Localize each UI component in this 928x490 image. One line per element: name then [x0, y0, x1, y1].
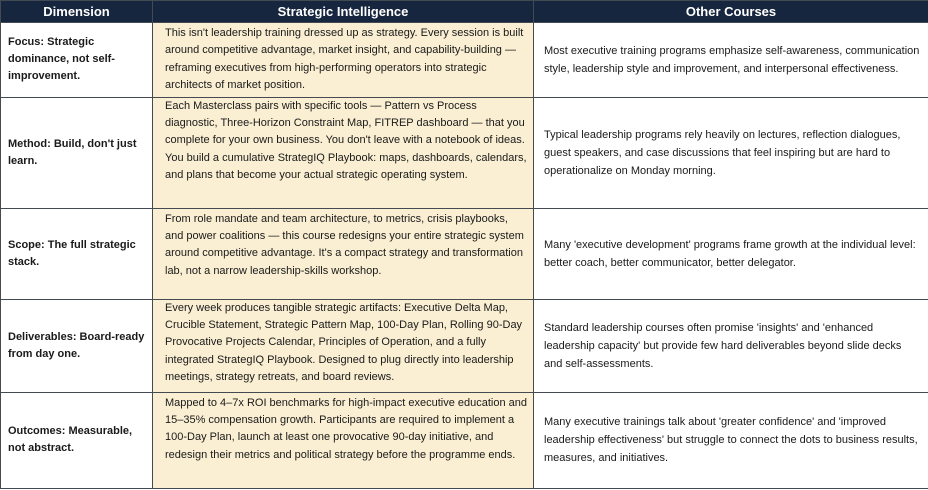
- other-courses-cell: Many executive trainings talk about 'greater confidence' and 'improved leadership effectiveness' but struggle to connect the dots to business results, measures, and initiatives.: [534, 392, 928, 488]
- strategic-intelligence-cell: Each Masterclass pairs with specific tools — Pattern vs Process diagnostic, Three-Horizon Constraint Map, FITREP dashboard — that you complete for your own business. You don't leave with a notebook of ideas. You build a cumulative StrategIQ Playbook: maps, dashboards, calendars, and plans that become your actual strategic operating system.: [153, 97, 534, 208]
- dimension-cell: Deliverables: Board-ready from day one.: [1, 299, 153, 392]
- dimension-cell: Outcomes: Measurable, not abstract.: [1, 392, 153, 488]
- table-row: [1, 299, 928, 392]
- table-row: [1, 392, 928, 488]
- header-dimension: Dimension: [1, 1, 153, 23]
- header-row: [1, 1, 928, 23]
- dimension-cell: Method: Build, don't just learn.: [1, 97, 153, 208]
- other-courses-cell: Many 'executive development' programs frame growth at the individual level: better coach, better communicator, better delegator.: [534, 208, 928, 299]
- header-strategic-intelligence: Strategic Intelligence: [153, 1, 534, 23]
- dimension-cell: Scope: The full strategic stack.: [1, 208, 153, 299]
- table-row: [1, 23, 928, 98]
- header-other-courses: Other Courses: [534, 1, 928, 23]
- other-courses-cell: Standard leadership courses often promise 'insights' and 'enhanced leadership capacity' but provide few hard deliverables beyond slide decks and self-assessments.: [534, 299, 928, 392]
- other-courses-cell: Typical leadership programs rely heavily on lectures, reflection dialogues, guest speakers, and case discussions that feel inspiring but are hard to operationalize on Monday morning.: [534, 97, 928, 208]
- strategic-intelligence-cell: From role mandate and team architecture, to metrics, crisis playbooks, and power coalitions — this course redesigns your entire strategic system around competitive advantage. It's a compact strategy and transformation lab, not a narrow leadership-skills workshop.: [153, 208, 534, 299]
- strategic-intelligence-cell: Every week produces tangible strategic artifacts: Executive Delta Map, Crucible Statement, Strategic Pattern Map, 100-Day Plan, Rolling 90-Day Provocative Projects Calendar, Principles of Operation, and a fully integrated StrategIQ Playbook. Designed to plug directly into leadership meetings, strategy retreats, and board reviews.: [153, 299, 534, 392]
- dimension-cell: Focus: Strategic dominance, not self-improvement.: [1, 23, 153, 98]
- table-row: [1, 208, 928, 299]
- table-row: [1, 97, 928, 208]
- strategic-intelligence-cell: This isn't leadership training dressed up as strategy. Every session is built around competitive advantage, market insight, and capability-building — reframing executives from high-performing operators into strategic architects of market position.: [153, 23, 534, 98]
- strategic-intelligence-cell: Mapped to 4–7x ROI benchmarks for high-impact executive education and 15–35% compensation growth. Participants are required to implement a 100-Day Plan, launch at least one provocative 90-day initiative, and redesign their metrics and political strategy before the programme ends.: [153, 392, 534, 488]
- other-courses-cell: Most executive training programs emphasize self-awareness, communication style, leadership style and improvement, and interpersonal effectiveness.: [534, 23, 928, 98]
